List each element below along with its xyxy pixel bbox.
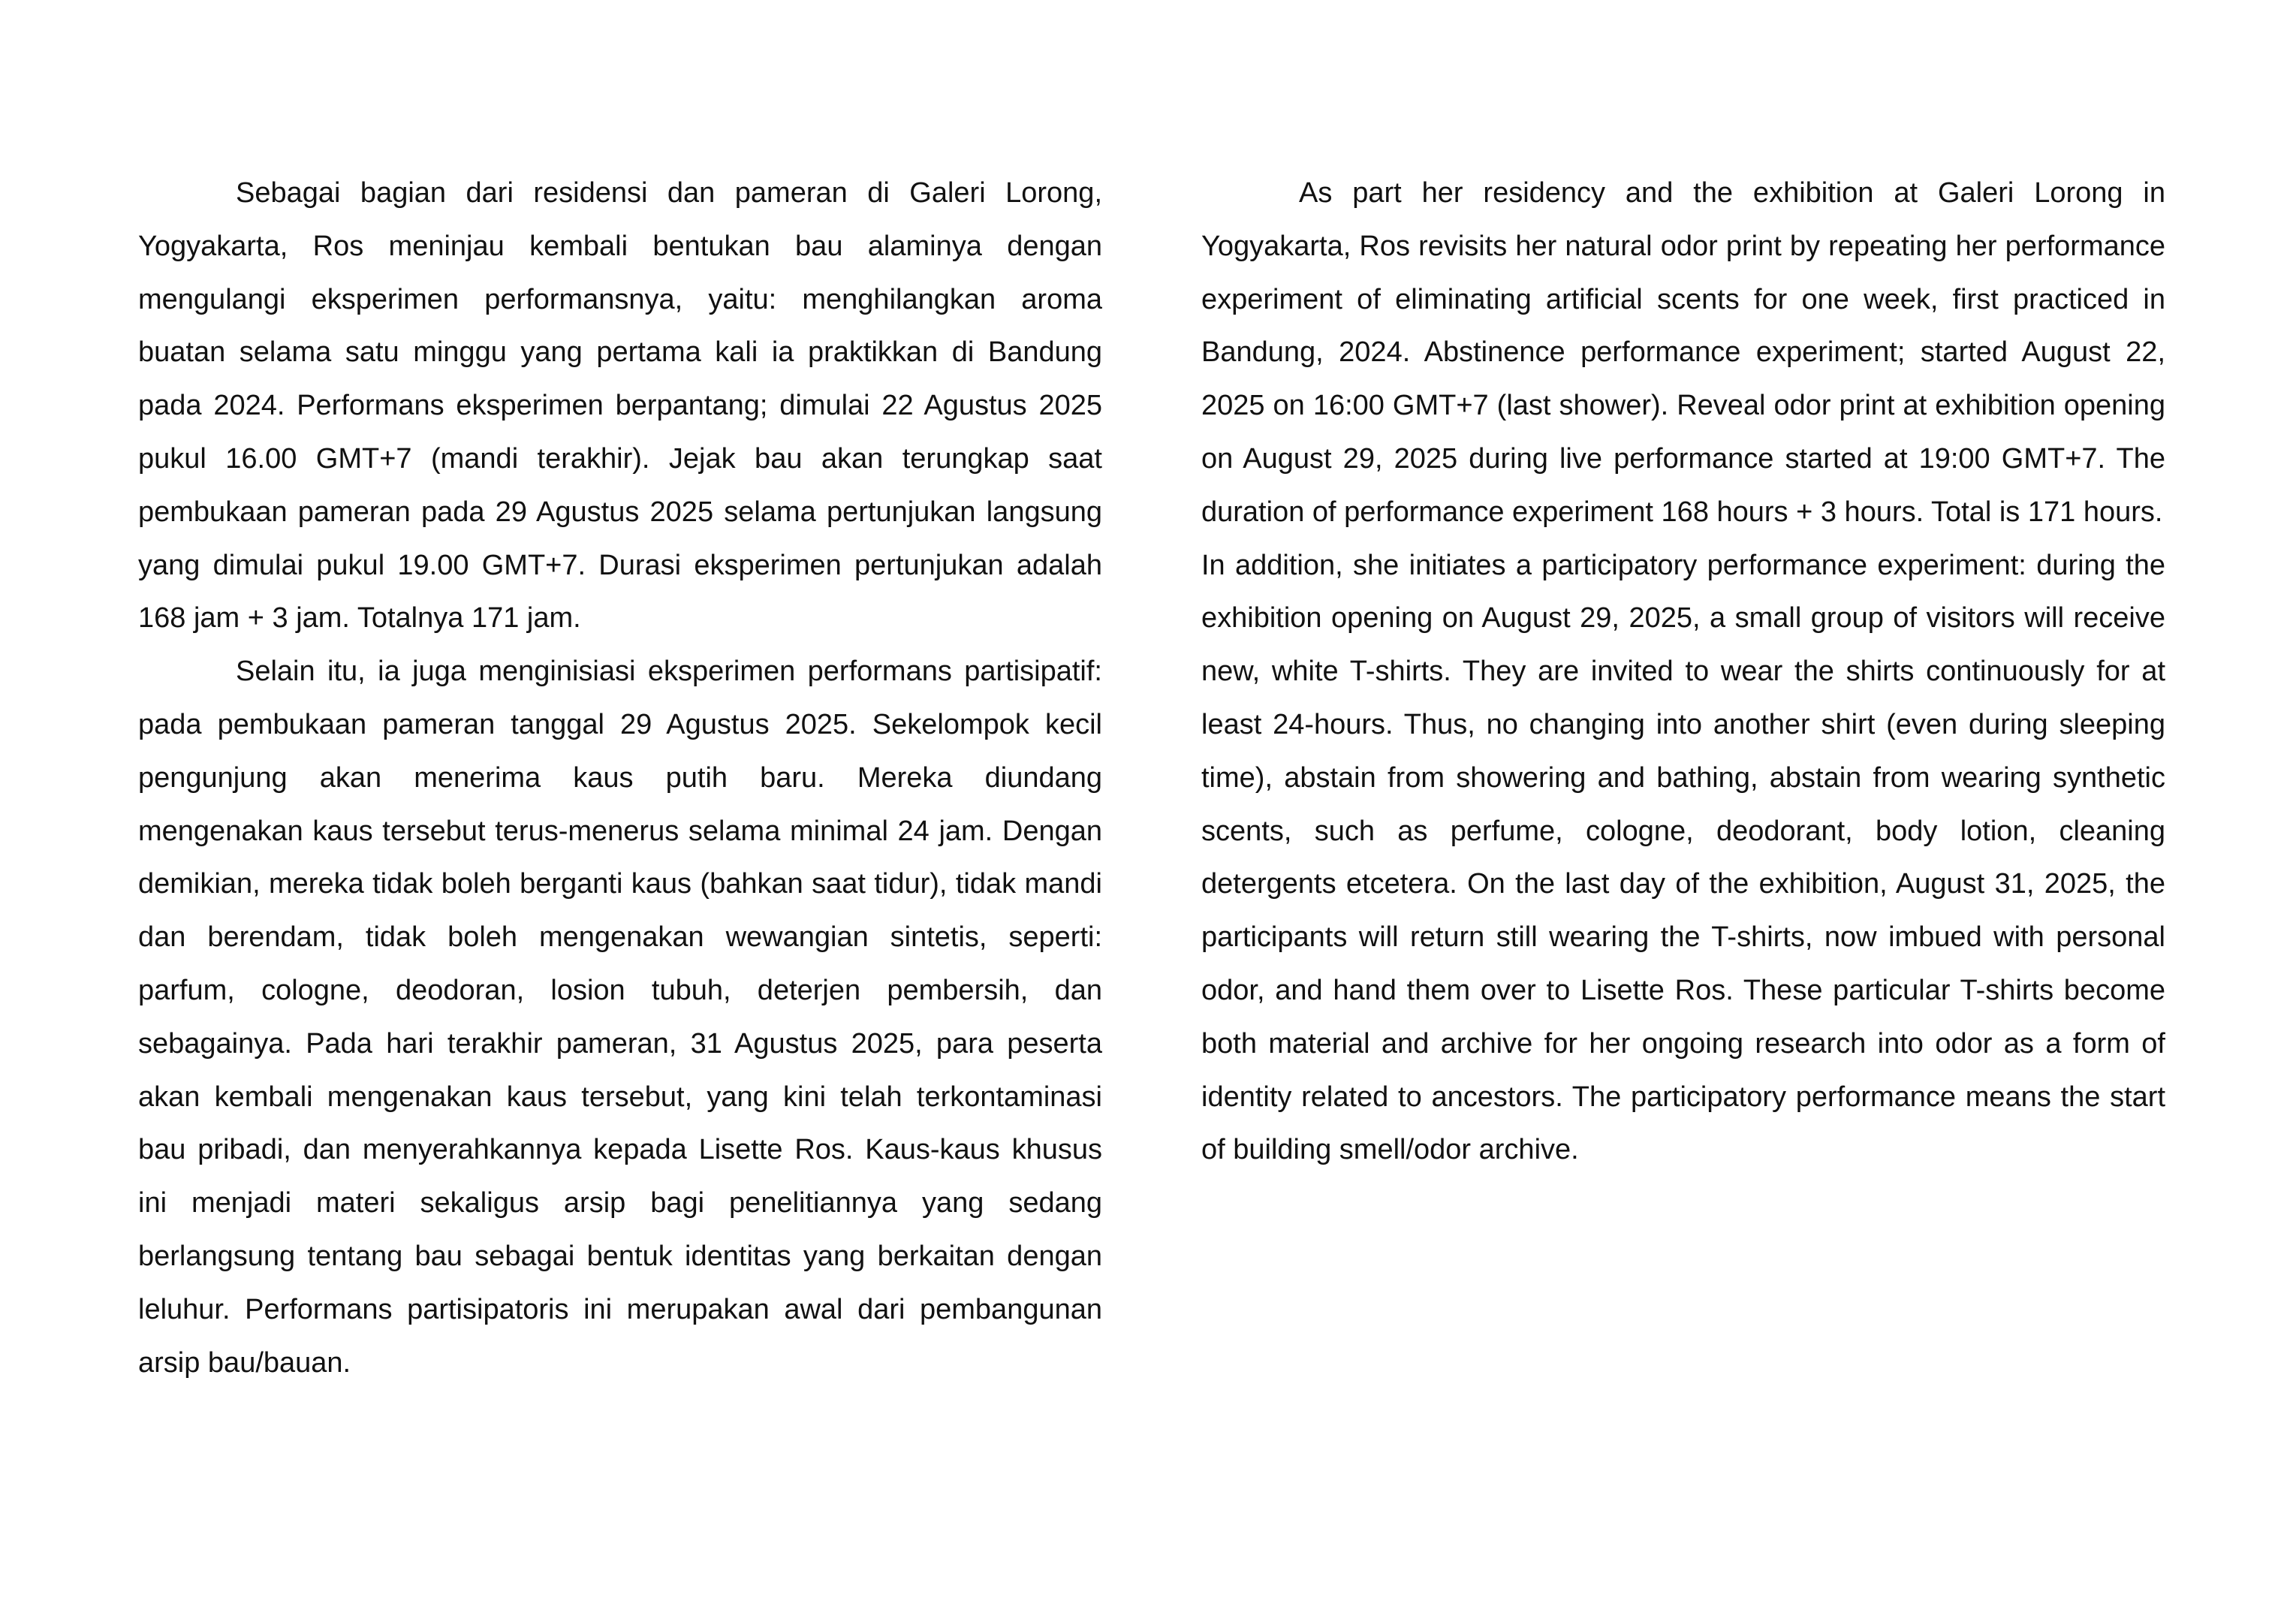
indonesian-text-column xyxy=(138,167,1102,1389)
indonesian-paragraph-residency: Sebagai bagian dari residensi dan pameran di Galeri Lorong, Yogyakarta, Ros meninjau kembali bentukan bau alaminya dengan mengulangi eksperimen performansnya, yaitu: menghilangkan aroma buatan selama satu minggu yang pertama kali ia praktikkan di Bandung pada 2024. Performans eksperimen berpantang; dimulai 22 Agustus 2025 pukul 16.00 GMT+7 (mandi terakhir). Jejak bau akan terungkap saat pembukaan pameran pada 29 Agustus 2025 selama pertunjukan langsung yang dimulai pukul 19.00 GMT+7. Durasi eksperimen pertunjukan adalah 168 jam + 3 jam. Totalnya 171 jam. xyxy=(138,177,1102,635)
english-paragraph-residency: As part her residency and the exhibition at Galeri Lorong in Yogyakarta, Ros revisits her natural odor print by repeating her performance experiment of eliminating artificial scents for one week, first practiced in Bandung, 2024. Abstinence performance experiment; started August 22, 2025 on 16:00 GMT+7 (last shower). Reveal odor print at exhibition opening on August 29, 2025 during live performance started at 19:00 GMT+7. The duration of performance experiment 168 hours + 3 hours. Total is 171 hours. xyxy=(1201,177,2165,528)
indonesian-paragraph-participatory: Selain itu, ia juga menginisiasi eksperimen performans partisipatif: pada pembukaan pameran tanggal 29 Agustus 2025. Sekelompok kecil pengunjung akan menerima kaus putih baru. Mereka diundang mengenakan kaus tersebut terus-menerus selama minimal 24 jam. Dengan demikian, mereka tidak boleh berganti kaus (bahkan saat tidur), tidak mandi dan berendam, tidak boleh mengenakan wewangian sintetis, seperti: parfum, cologne, deodoran, losion tubuh, deterjen pembersih, dan sebagainya. Pada hari terakhir pameran, 31 Agustus 2025, para peserta akan kembali mengenakan kaus tersebut, yang kini telah terkontaminasi bau pribadi, dan menyerahkannya kepada Lisette Ros. Kaus-kaus khusus ini menjadi materi sekaligus arsip bagi penelitiannya yang sedang berlangsung tentang bau sebagai bentuk identitas yang berkaitan dengan leluhur. Performans partisipatoris ini merupakan awal dari pembangunan arsip bau/bauan. xyxy=(138,656,1102,1379)
english-text-column xyxy=(1201,167,2165,1177)
english-paragraph-participatory: In addition, she initiates a participatory performance experiment: during the exhibition opening on August 29, 2025, a small group of visitors will receive new, white T-shirts. They are invited to wear the shirts continuously for at least 24-hours. Thus, no changing into another shirt (even during sleeping time), abstain from showering and bathing, abstain from wearing synthetic scents, such as perfume, cologne, deodorant, body lotion, cleaning detergents etcetera. On the last day of the exhibition, August 31, 2025, the participants will return still wearing the T-shirts, now imbued with personal odor, and hand them over to Lisette Ros. These particular T-shirts become both material and archive for her ongoing research into odor as a form of identity related to ancestors. The participatory performance means the start of building smell/odor archive. xyxy=(1201,549,2165,1166)
